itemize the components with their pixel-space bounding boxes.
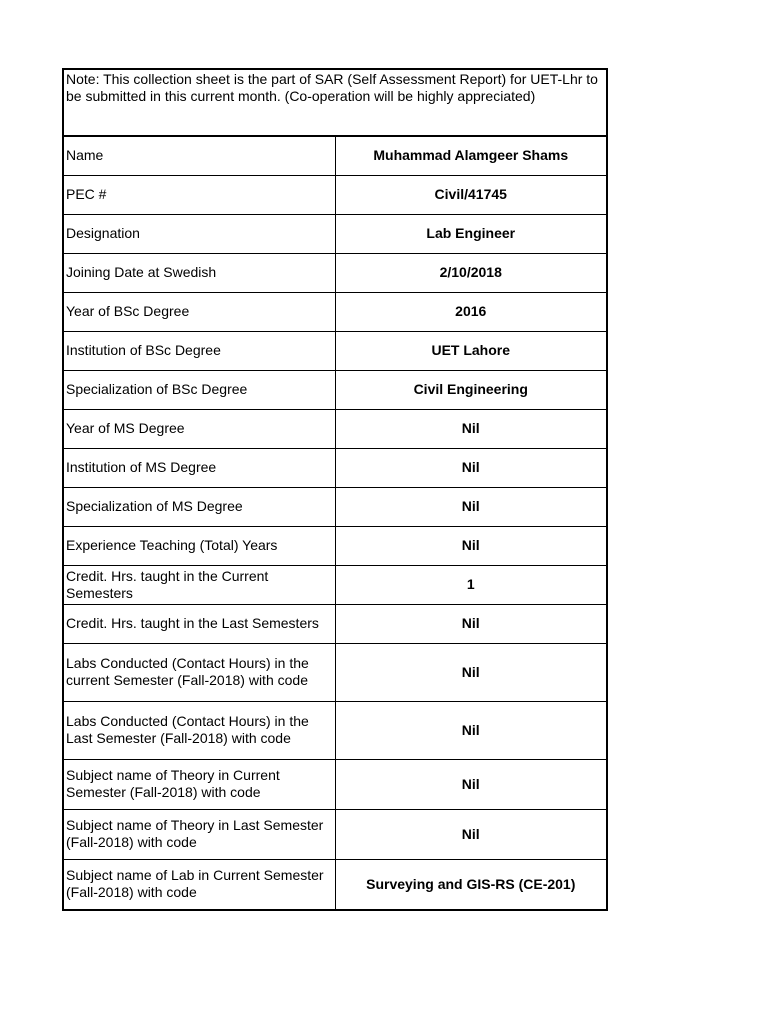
row-value-labs-last: Nil [335, 701, 607, 759]
row-value-ms-institution: Nil [335, 448, 607, 487]
row-value-bsc-year: 2016 [335, 292, 607, 331]
note-cell: Note: This collection sheet is the part of SAR (Self Assessment Report) for UET-Lhr to be submitted in this current month. (Co-operation will be highly appreciated) [63, 69, 607, 136]
row-label-ms-year: Year of MS Degree [63, 409, 335, 448]
row-label-theory-last: Subject name of Theory in Last Semester (Fall-2018) with code [63, 809, 335, 859]
row-label-credit-hrs-current: Credit. Hrs. taught in the Current Semesters [63, 565, 335, 604]
row-label-theory-current: Subject name of Theory in Current Semester (Fall-2018) with code [63, 759, 335, 809]
row-value-bsc-institution: UET Lahore [335, 331, 607, 370]
row-label-name: Name [63, 136, 335, 175]
row-label-labs-last: Labs Conducted (Contact Hours) in the Last Semester (Fall-2018) with code [63, 701, 335, 759]
row-label-pec: PEC # [63, 175, 335, 214]
row-label-ms-institution: Institution of MS Degree [63, 448, 335, 487]
row-label-bsc-institution: Institution of BSc Degree [63, 331, 335, 370]
row-label-bsc-specialization: Specialization of BSc Degree [63, 370, 335, 409]
row-value-ms-year: Nil [335, 409, 607, 448]
row-label-credit-hrs-last: Credit. Hrs. taught in the Last Semesters [63, 604, 335, 643]
row-value-theory-current: Nil [335, 759, 607, 809]
row-value-credit-hrs-last: Nil [335, 604, 607, 643]
row-value-bsc-specialization: Civil Engineering [335, 370, 607, 409]
row-value-theory-last: Nil [335, 809, 607, 859]
row-value-credit-hrs-current: 1 [335, 565, 607, 604]
row-label-teaching-experience: Experience Teaching (Total) Years [63, 526, 335, 565]
row-label-joining-date: Joining Date at Swedish [63, 253, 335, 292]
row-value-teaching-experience: Nil [335, 526, 607, 565]
row-value-designation: Lab Engineer [335, 214, 607, 253]
row-label-bsc-year: Year of BSc Degree [63, 292, 335, 331]
row-value-lab-current: Surveying and GIS-RS (CE-201) [335, 859, 607, 910]
row-label-labs-current: Labs Conducted (Contact Hours) in the current Semester (Fall-2018) with code [63, 643, 335, 701]
row-value-pec: Civil/41745 [335, 175, 607, 214]
row-label-ms-specialization: Specialization of MS Degree [63, 487, 335, 526]
sar-collection-sheet [62, 68, 608, 911]
row-value-labs-current: Nil [335, 643, 607, 701]
row-label-designation: Designation [63, 214, 335, 253]
row-label-lab-current: Subject name of Lab in Current Semester (Fall-2018) with code [63, 859, 335, 910]
row-value-joining-date: 2/10/2018 [335, 253, 607, 292]
row-value-name: Muhammad Alamgeer Shams [335, 136, 607, 175]
row-value-ms-specialization: Nil [335, 487, 607, 526]
